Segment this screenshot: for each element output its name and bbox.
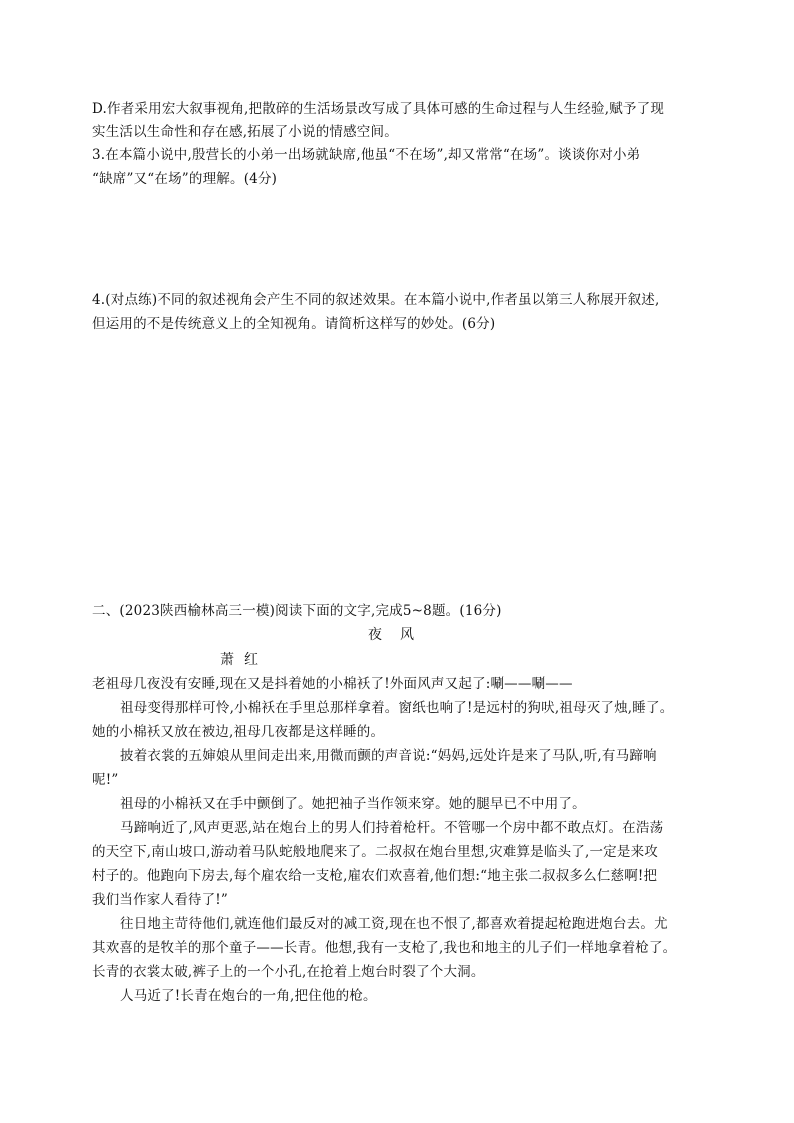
question-3-line-1: 3.在本篇小说中,殷营长的小弟一出场就缺席,他虽“不在场”,却又常常“在场”。谈谈你对小弟 — [92, 147, 641, 163]
story-paragraph-1: 老祖母几夜没有安睡,现在又是抖着她的小棉袄了!外面风声又起了:唰——唰—— — [92, 676, 573, 692]
story-paragraph-4: 祖母的小棉袄又在手中颤倒了。她把袖子当作领来穿。她的腿早已不中用了。 — [120, 796, 586, 812]
question-3-line-2: “缺席”又“在场”的理解。(4分) — [92, 171, 278, 187]
option-d-line-1: D.作者采用宏大叙事视角,把散碎的生活场景改写成了具体可感的生命过程与人生经验,赋予了现 — [92, 101, 665, 117]
question-4-line-2: 但运用的不是传统意义上的全知视角。请简析这样写的妙处。(6分) — [92, 316, 496, 332]
story-paragraph-3-line-1: 披着衣裳的五婶娘从里间走出来,用微而颤的声音说:“妈妈,远处许是来了马队,听,有马蹄响 — [120, 748, 657, 764]
story-paragraph-6-line-2: 其欢喜的是牧羊的那个童子——长青。他想,我有一支枪了,我也和地主的儿子们一样地拿着枪了。 — [92, 940, 677, 956]
story-paragraph-5-line-2: 的天空下,南山坡口,游动着马队蛇般地爬来了。二叔叔在炮台里想,灾难算是临头了,一定是来攻 — [92, 844, 658, 860]
section-2-heading: 二、(2023陕西榆林高三一模)阅读下面的文字,完成5~8题。(16分) — [92, 603, 502, 619]
story-title: 夜风 — [368, 627, 432, 643]
story-paragraph-5-line-3: 村子的。他跑向下房去,每个雇农给一支枪,雇农们欢喜着,他们想:“地主张二叔叔多么仁慈啊!把 — [92, 868, 658, 884]
story-paragraph-6-line-3: 长青的衣裳太破,裤子上的一个小孔,在抢着上炮台时裂了个大洞。 — [92, 964, 485, 980]
story-paragraph-6-line-1: 往日地主苛待他们,就连他们最反对的减工资,现在也不恨了,都喜欢着提起枪跑进炮台去。尤 — [120, 916, 668, 932]
story-paragraph-3-line-2: 呢!” — [92, 772, 119, 788]
story-paragraph-7: 人马近了!长青在炮台的一角,把住他的枪。 — [120, 988, 377, 1004]
story-paragraph-5-line-1: 马蹄响近了,风声更恶,站在炮台上的男人们持着枪杆。不管哪一个房中都不敢点灯。在浩荡 — [120, 820, 664, 836]
story-author: 萧红 — [220, 652, 268, 668]
story-paragraph-2-line-2: 她的小棉袄又放在被边,祖母几夜都是这样睡的。 — [92, 724, 385, 740]
option-d-line-2: 实生活以生命性和存在感,拓展了小说的情感空间。 — [92, 124, 398, 140]
story-paragraph-2-line-1: 祖母变得那样可怜,小棉袄在手里总那样拿着。窗纸也响了!是远村的狗吠,祖母灭了烛,睡了。 — [120, 700, 674, 716]
question-4-line-1: 4.(对点练)不同的叙述视角会产生不同的叙述效果。在本篇小说中,作者虽以第三人称展开叙述, — [92, 292, 660, 308]
story-paragraph-5-line-4: 我们当作家人看待了!” — [92, 892, 229, 908]
